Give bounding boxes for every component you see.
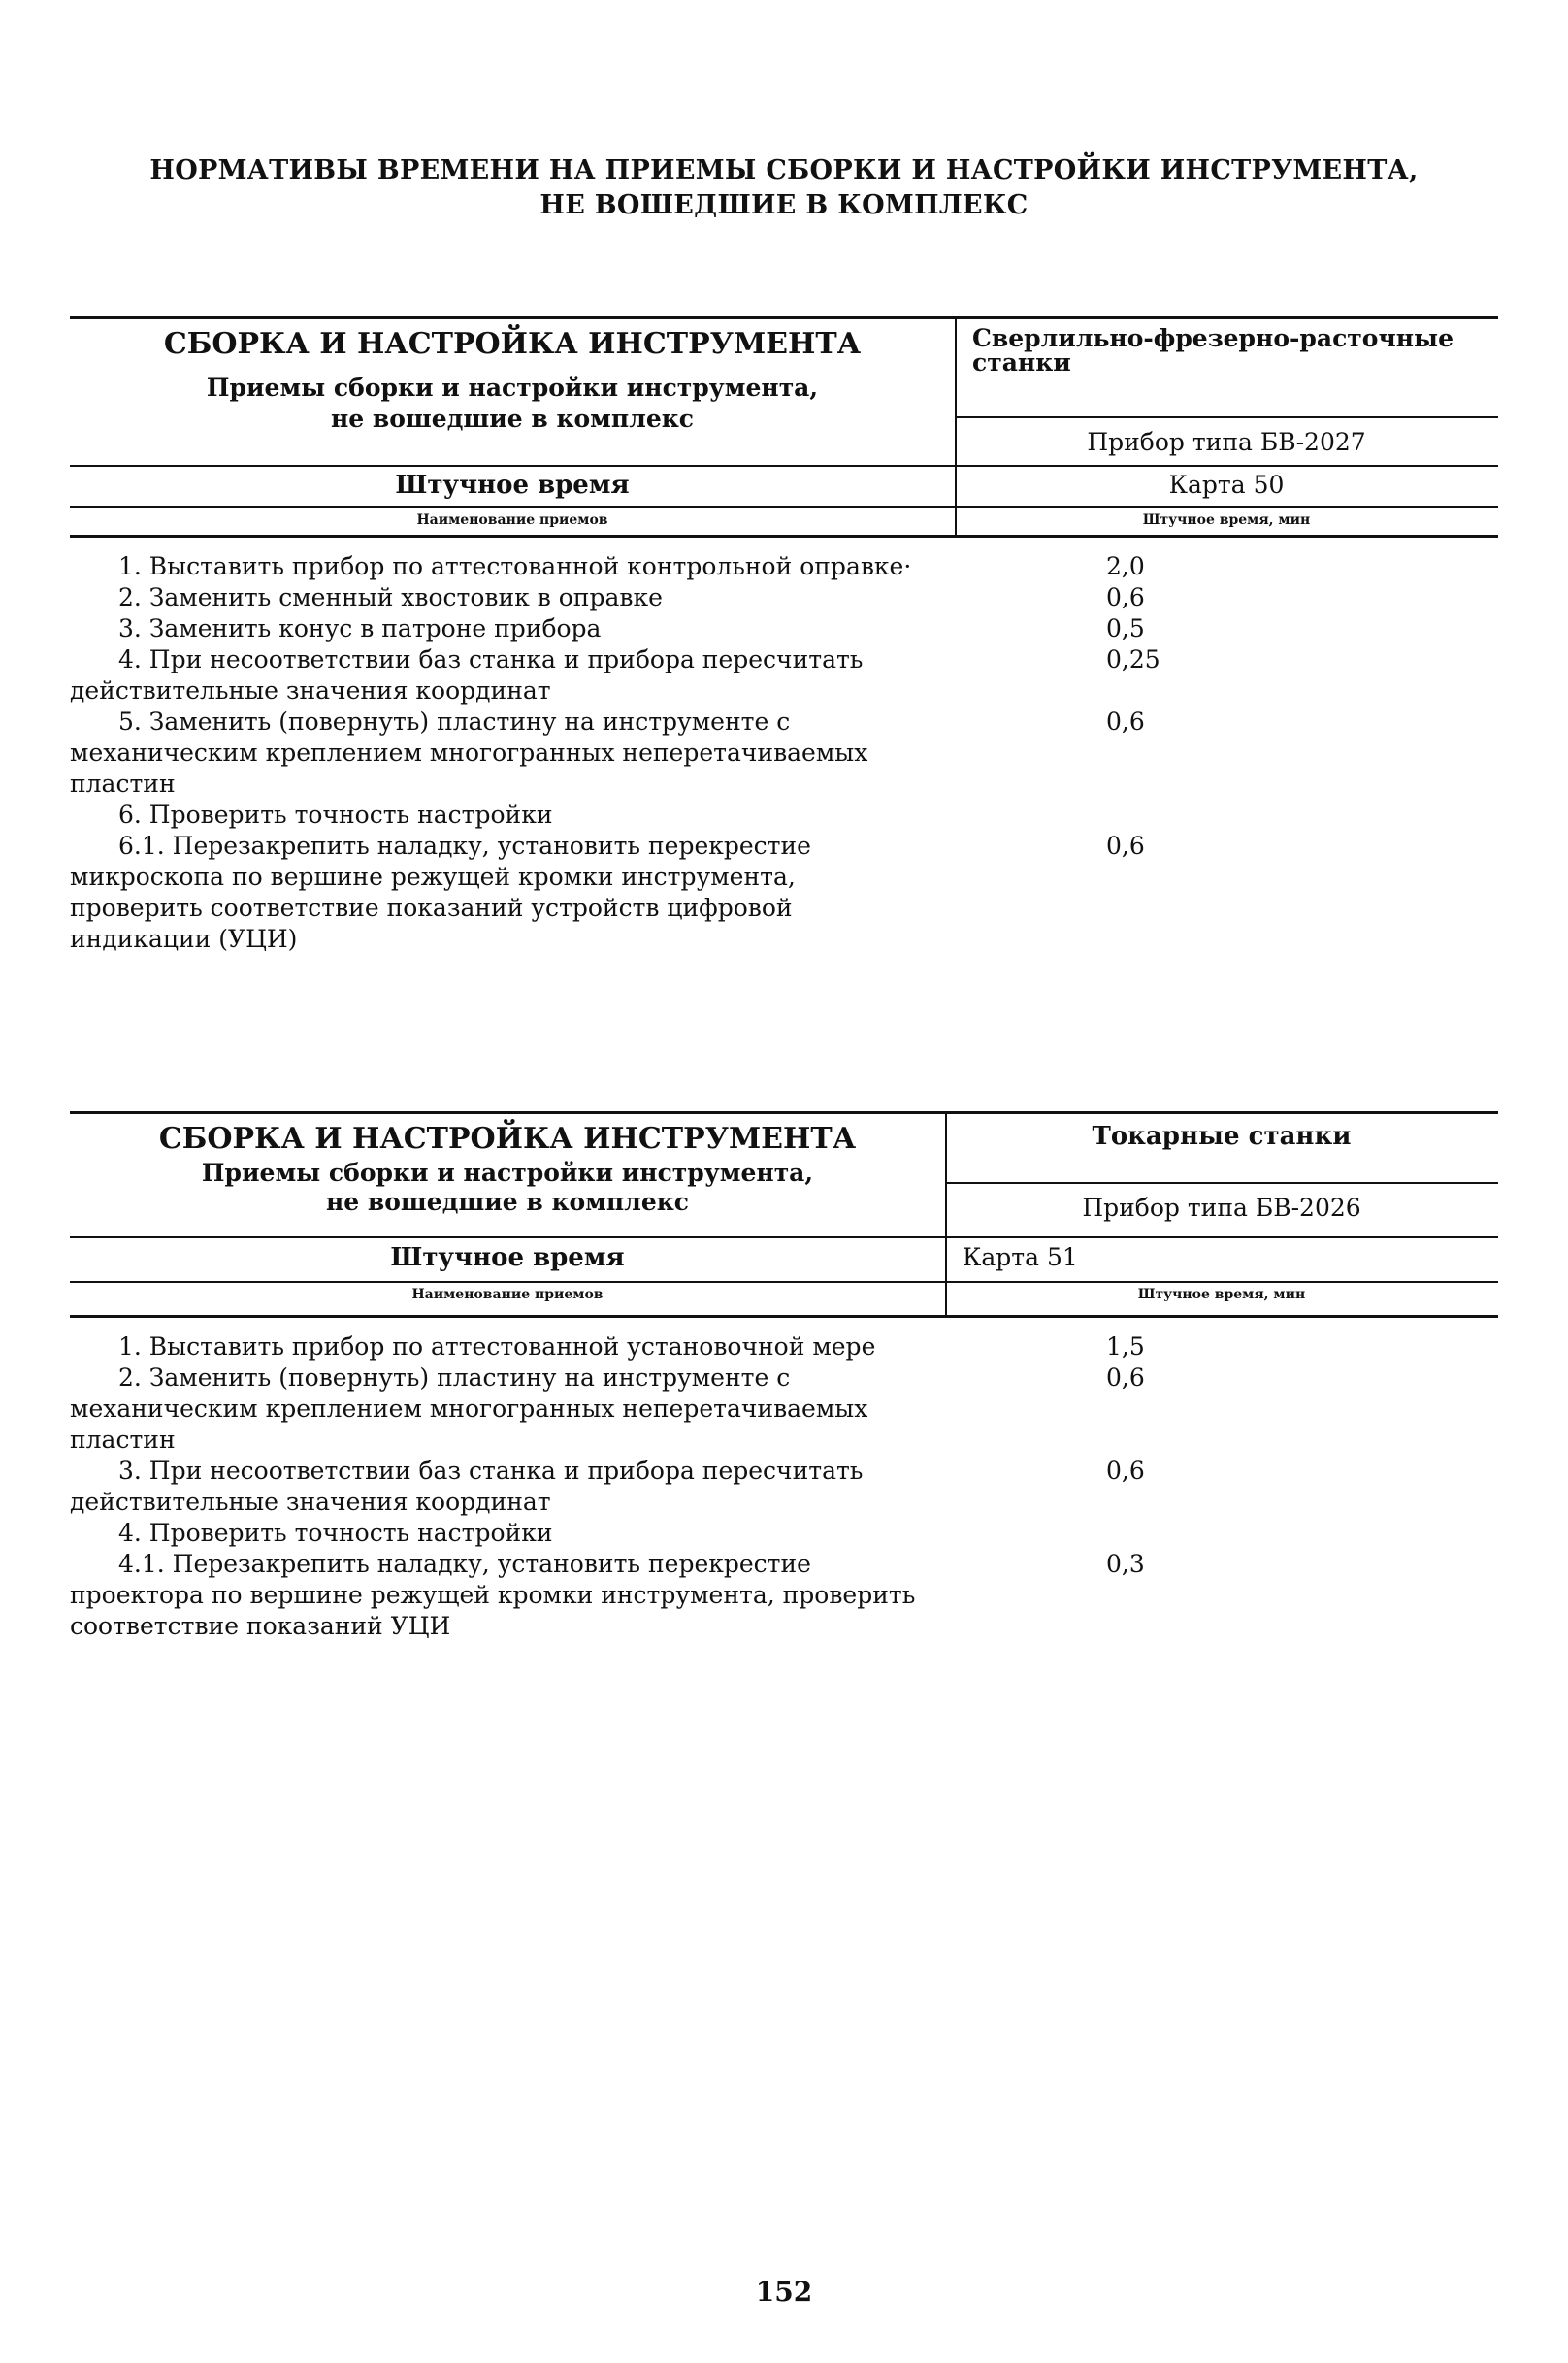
card-header — [70, 316, 1498, 538]
operation-name-line: 1. Выставить прибор по аттестованной контрольной оправке· — [118, 552, 912, 580]
device-type: Прибор типа БВ-2027 — [1087, 428, 1366, 456]
operation-name — [70, 831, 943, 955]
table-row — [70, 1331, 1498, 1362]
card-subheading-line-2: не вошедшие в комплекс — [325, 1188, 690, 1216]
header-rule-left — [70, 465, 955, 467]
table-row — [70, 1549, 1498, 1642]
piece-time-value: 0,6 — [1106, 832, 1145, 860]
table-row — [70, 1456, 1498, 1518]
operation-name — [70, 1331, 943, 1362]
device-type: Прибор типа БВ-2026 — [1082, 1194, 1361, 1222]
piece-time-value: 0,6 — [1106, 707, 1145, 736]
table-row — [70, 582, 1498, 613]
header-rule-right-2 — [945, 1236, 1498, 1238]
operation-name-line: механическим креплением многогранных неперетачиваемых — [70, 738, 868, 767]
operation-name-line: пластин — [70, 770, 176, 798]
piece-time-value: 2,0 — [1106, 552, 1145, 580]
piece-time-value: 0,25 — [1106, 645, 1160, 673]
operation-name-line: соответствие показаний УЦИ — [70, 1612, 451, 1640]
piece-time-value: 0,6 — [1106, 1363, 1145, 1392]
column-header-name: Наименование приемов — [411, 1287, 604, 1302]
header-rule-right-2 — [955, 465, 1498, 467]
operation-name-line: микроскопа по вершине режущей кромки инструмента, — [70, 863, 796, 891]
operation-name — [70, 706, 943, 800]
operation-name-line: 1. Выставить прибор по аттестованной установочной мере — [118, 1332, 876, 1361]
card-subheading-line-1: Приемы сборки и настройки инструмента, — [201, 1159, 814, 1187]
card-number: Карта 50 — [1168, 471, 1285, 499]
header-rule-full — [70, 506, 1498, 508]
operation-name-line: действительные значения координат — [70, 676, 551, 705]
operation-name — [70, 551, 943, 582]
operation-name — [70, 1549, 943, 1642]
table-row — [70, 644, 1498, 706]
operation-name — [70, 644, 943, 706]
operation-name-line: действительные значения координат — [70, 1488, 551, 1516]
card-heading: СБОРКА И НАСТРОЙКА ИНСТРУМЕНТА — [163, 327, 862, 361]
time-label: Штучное время — [390, 1243, 625, 1272]
table-row — [70, 613, 1498, 644]
operation-name-line: 3. Заменить конус в патроне прибора — [118, 614, 602, 642]
page-title — [0, 153, 1568, 223]
piece-time-value: 1,5 — [1106, 1332, 1145, 1361]
operation-name-line: 5. Заменить (повернуть) пластину на инструменте с — [118, 707, 791, 736]
card-header — [70, 1111, 1498, 1318]
column-header-name: Наименование приемов — [416, 512, 608, 528]
page-number: 152 — [755, 2276, 813, 2308]
header-rule-left — [70, 1236, 945, 1238]
operation-name-line: 6.1. Перезакрепить наладку, установить перекрестие — [118, 832, 811, 860]
header-rule-right-1 — [945, 1182, 1498, 1184]
table-row — [70, 1362, 1498, 1456]
header-rule-right-1 — [955, 416, 1498, 418]
operation-name — [70, 1456, 943, 1518]
operation-name-line: 6. Проверить точность настройки — [118, 801, 553, 829]
piece-time-value: 0,5 — [1106, 614, 1145, 642]
operation-name — [70, 800, 943, 831]
card-rows — [70, 551, 1498, 955]
time-label: Штучное время — [395, 471, 630, 500]
card-heading: СБОРКА И НАСТРОЙКА ИНСТРУМЕНТА — [158, 1122, 857, 1156]
operation-name — [70, 1518, 943, 1549]
operation-name-line: пластин — [70, 1426, 176, 1454]
table-row — [70, 706, 1498, 800]
column-header-time: Штучное время, мин — [1137, 1287, 1306, 1302]
operation-name-line: 4. Проверить точность настройки — [118, 1519, 553, 1547]
card-rows — [70, 1331, 1498, 1642]
column-header-time: Штучное время, мин — [1142, 512, 1311, 528]
norm-card-51 — [70, 1111, 1498, 1642]
page-title-line-2: НЕ ВОШЕДШИЕ В КОМПЛЕКС — [539, 190, 1029, 220]
operation-name — [70, 582, 943, 613]
operation-name-line: 4. При несоответствии баз станка и прибора пересчитать — [118, 645, 864, 673]
table-row — [70, 831, 1498, 955]
operation-name — [70, 613, 943, 644]
operation-name-line: 3. При несоответствии баз станка и прибора пересчитать — [118, 1457, 864, 1485]
machine-type-line-1: Сверлильно-фрезерно-расточные — [972, 324, 1454, 352]
operation-name-line: проверить соответствие показаний устройств цифровой — [70, 894, 793, 922]
piece-time-value: 0,6 — [1106, 583, 1145, 611]
piece-time-value: 0,6 — [1106, 1457, 1145, 1485]
page-title-line-1: НОРМАТИВЫ ВРЕМЕНИ НА ПРИЕМЫ СБОРКИ И НАСТРОЙКИ ИНСТРУМЕНТА, — [149, 155, 1419, 185]
header-rule-full — [70, 1281, 1498, 1283]
operation-name-line: 2. Заменить (повернуть) пластину на инструменте с — [118, 1363, 791, 1392]
norm-card-50 — [70, 316, 1498, 955]
column-divider — [955, 319, 957, 535]
operation-name-line: 2. Заменить сменный хвостовик в оправке — [118, 583, 663, 611]
operation-name-line: индикации (УЦИ) — [70, 925, 298, 953]
operation-name-line: механическим креплением многогранных неперетачиваемых — [70, 1395, 868, 1423]
table-row — [70, 800, 1498, 831]
card-subheading-line-2: не вошедшие в комплекс — [330, 405, 695, 433]
card-number: Карта 51 — [963, 1243, 1078, 1271]
operation-name — [70, 1362, 943, 1456]
piece-time-value: 0,3 — [1106, 1550, 1145, 1578]
piece-time-value — [943, 1518, 1498, 1549]
card-subheading-line-1: Приемы сборки и настройки инструмента, — [206, 374, 819, 402]
table-row — [70, 1518, 1498, 1549]
piece-time-value — [943, 800, 1498, 831]
machine-type-line-1: Токарные станки — [1092, 1122, 1352, 1151]
operation-name-line: 4.1. Перезакрепить наладку, установить перекрестие — [118, 1550, 811, 1578]
table-row — [70, 551, 1498, 582]
machine-type-line-2: станки — [972, 348, 1071, 377]
operation-name-line: проектора по вершине режущей кромки инструмента, проверить — [70, 1581, 916, 1609]
